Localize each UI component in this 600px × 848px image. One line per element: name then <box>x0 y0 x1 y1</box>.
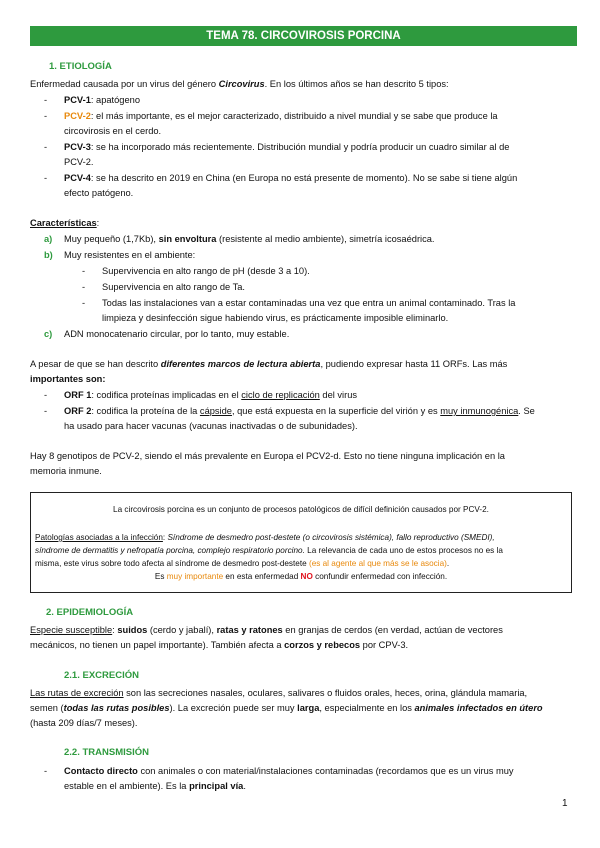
page-number: 1 <box>562 798 568 809</box>
species-paragraph: Especie susceptible: suidos (cerdo y jabalí), ratas y ratones en granjas de cerdos (en verdad, actúan de vectores <box>30 625 503 635</box>
bullet-dash: - <box>44 390 48 400</box>
note-definition: La circovirosis porcina es un conjunto de procesos patológicos de difícil definición causados por PCV-2. <box>113 505 489 514</box>
bullet-dash: - <box>44 173 48 183</box>
list-item-orf2: ORF 2: codifica la proteína de la cápside, que está expuesta en la superficie del virión y es muy inmunogénica. Se <box>64 406 535 416</box>
bullet-dash: - <box>44 95 48 105</box>
bullet-dash: - <box>44 406 48 416</box>
orf-paragraph: A pesar de que se han descrito diferentes marcos de lectura abierta, pudiendo expresar hasta 11 ORFs. Las más <box>30 359 508 369</box>
excretion-paragraph-cont: semen (todas las rutas posibles). La excreción puede ser muy larga, especialmente en los animales infectados en útero <box>30 703 543 713</box>
section-heading-etiologia: 1. ETIOLOGÍA <box>49 61 112 72</box>
list-item-pcv4-cont: efecto patógeno. <box>64 188 134 198</box>
orf-paragraph-cont: importantes son: <box>30 374 106 384</box>
note-pathologies-cont: síndrome de dermatitis y nefropatía porcina, complejo respiratorio porcino. La relevancia de cada uno de estos procesos no es la <box>35 546 503 555</box>
sub-item-instalaciones: Todas las instalaciones van a estar contaminadas una vez que entra un animal contaminado. Tras la <box>102 298 516 308</box>
list-item-pcv2: PCV-2: el más importante, es el mejor caracterizado, distribuido a nivel mundial y se sabe que produce la <box>64 111 498 121</box>
note-pathologies-cont2: misma, este virus sobre todo afecta al síndrome de desmedro post-destete (es al agente al que más se le asocia). <box>35 559 450 568</box>
note-pathologies: Patologías asociadas a la infección: Síndrome de desmedro post-destete (o circovirosis sistémica), fallo reproductivo (SMEDI), <box>35 533 495 542</box>
genotypes-paragraph-cont: memoria inmune. <box>30 466 102 476</box>
page-title: TEMA 78. CIRCOVIROSIS PORCINA <box>30 26 577 46</box>
excretion-paragraph-cont2: (hasta 209 días/7 meses). <box>30 718 138 728</box>
list-item-pcv1: PCV-1: apatógeno <box>64 95 140 105</box>
species-paragraph-cont: mecánicos, no tienen un papel importante). También afecta a corzos y rebecos por CPV-3. <box>30 640 409 650</box>
note-important: Es muy importante en esta enfermedad NO confundir enfermedad con infección. <box>154 572 448 581</box>
characteristics-heading: Características: <box>30 218 100 228</box>
bullet-dash: - <box>44 111 48 121</box>
sub-bullet-dash: - <box>82 282 86 292</box>
list-item-pcv3-cont: PCV-2. <box>64 157 94 167</box>
excretion-paragraph: Las rutas de excreción son las secreciones nasales, oculares, salivares o fluidos orales, heces, orina, glándula mamaria, <box>30 688 528 698</box>
characteristic-a: Muy pequeño (1,7Kb), sin envoltura (resistente al medio ambiente), simetría icosaédrica. <box>64 234 435 244</box>
sub-bullet-dash: - <box>82 266 86 276</box>
sub-item-temp: Supervivencia en alto rango de Ta. <box>102 282 245 292</box>
characteristic-b: Muy resistentes en el ambiente: <box>64 250 196 260</box>
sub-bullet-dash: - <box>82 298 86 308</box>
letter-c: c) <box>44 329 53 339</box>
list-item-orf1: ORF 1: codifica proteínas implicadas en el ciclo de replicación del virus <box>64 390 358 400</box>
subsection-heading-excrecion: 2.1. EXCRECIÓN <box>64 670 139 681</box>
list-item-contacto-directo-cont: estable en el ambiente). Es la principal vía. <box>64 781 246 791</box>
characteristic-c: ADN monocatenario circular, por lo tanto, muy estable. <box>64 329 290 339</box>
intro-paragraph: Enfermedad causada por un virus del género Circovirus. En los últimos años se han descrito 5 tipos: <box>30 79 449 89</box>
list-item-pcv3: PCV-3: se ha incorporado más recientemente. Distribución mundial y podría producir un cuadro similar al de <box>64 142 510 152</box>
letter-a: a) <box>44 234 53 244</box>
list-item-pcv4: PCV-4: se ha descrito en 2019 en China (en Europa no está presente de momento). No se sabe si tiene algún <box>64 173 518 183</box>
letter-b: b) <box>44 250 53 260</box>
bullet-dash: - <box>44 766 48 776</box>
subsection-heading-transmision: 2.2. TRANSMISIÓN <box>64 747 149 758</box>
list-item-orf2-cont: ha usado para hacer vacunas (vacunas inactivadas o de subunidades). <box>64 421 358 431</box>
sub-item-instalaciones-cont: limpieza y desinfección sigue habiendo virus, es prácticamente imposible eliminarlo. <box>102 313 449 323</box>
list-item-contacto-directo: Contacto directo con animales o con material/instalaciones contaminadas (recordamos que es un virus muy <box>64 766 514 776</box>
note-box <box>30 492 572 593</box>
bullet-dash: - <box>44 142 48 152</box>
sub-item-ph: Supervivencia en alto rango de pH (desde 3 a 10). <box>102 266 310 276</box>
genotypes-paragraph: Hay 8 genotipos de PCV-2, siendo el más prevalente en Europa el PCV2-d. Esto no tiene ninguna implicación en la <box>30 451 505 461</box>
section-heading-epidemiologia: 2. EPIDEMIOLOGÍA <box>46 607 134 618</box>
list-item-pcv2-cont: circovirosis en el cerdo. <box>64 126 162 136</box>
